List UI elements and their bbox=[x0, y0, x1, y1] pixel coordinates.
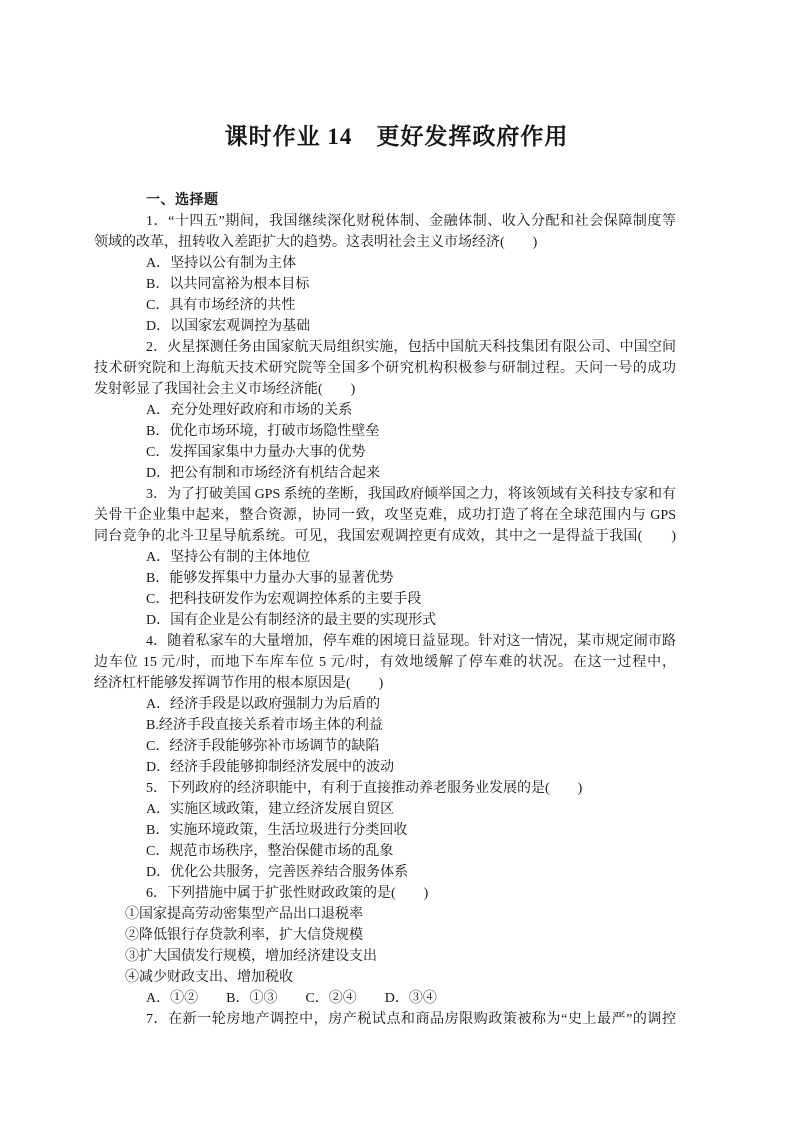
q2-stem-line3: 发射彰显了我国社会主义市场经济能( ) bbox=[94, 382, 356, 397]
q3-stem-line3: 同台竞争的北斗卫星导航系统。可见，我国宏观调控更有成效，其中之一是得益于我国( ) bbox=[94, 529, 676, 544]
q4-option-c: C．经济手段能够弥补市场调节的缺陷 bbox=[146, 739, 380, 754]
q6-item-3: ③扩大国债发行规模，增加经济建设支出 bbox=[125, 949, 377, 964]
q6-answer-choices: A．①② B．①③ C．②④ D．③④ bbox=[146, 991, 437, 1006]
q2-stem-line1: 2．火星探测任务由国家航天局组织实施，包括中国航天科技集团有限公司、中国空间 bbox=[146, 340, 676, 355]
q6-item-4: ④减少财政支出、增加税收 bbox=[125, 970, 293, 985]
q5-option-b: B．实施环境政策，生活垃圾进行分类回收 bbox=[146, 823, 408, 838]
q3-stem-line1: 3．为了打破美国 GPS 系统的垄断，我国政府倾举国之力，将该领域有关科技专家和有 bbox=[146, 487, 676, 502]
q5-option-d: D．优化公共服务，完善医养结合服务体系 bbox=[146, 865, 409, 880]
q3-option-b: B．能够发挥集中力量办大事的显著优势 bbox=[146, 571, 394, 586]
q4-stem-line2: 边车位 15 元/时，而地下车库车位 5 元/时，有效地缓解了停车难的状况。在这一过程中， bbox=[94, 655, 676, 670]
q2-option-d: D．把公有制和市场经济有机结合起来 bbox=[146, 466, 381, 481]
q6-item-1: ①国家提高劳动密集型产品出口退税率 bbox=[125, 907, 363, 922]
page-title: 课时作业 14 更好发挥政府作用 bbox=[224, 124, 569, 149]
q3-option-c: C．把科技研发作为宏观调控体系的主要手段 bbox=[146, 592, 422, 607]
q6-stem: 6．下列措施中属于扩张性财政政策的是( ) bbox=[146, 886, 429, 901]
q1-option-c: C．具有市场经济的共性 bbox=[146, 298, 296, 313]
q2-stem-line2: 技术研究院和上海航天技术研究院等全国多个研究机构积极参与研制过程。天问一号的成功 bbox=[94, 361, 676, 376]
q2-option-c: C．发挥国家集中力量办大事的优势 bbox=[146, 445, 366, 460]
q4-stem-line1: 4．随着私家车的大量增加，停车难的困境日益显现。针对这一情况，某市规定闹市路 bbox=[146, 634, 676, 649]
question-list bbox=[94, 190, 676, 1030]
q1-option-b: B．以共同富裕为根本目标 bbox=[146, 277, 310, 292]
q4-stem-line3: 经济杠杆能够发挥调节作用的根本原因是( ) bbox=[94, 676, 384, 691]
q2-option-a: A．充分处理好政府和市场的关系 bbox=[146, 403, 353, 418]
q4-option-d: D．经济手段能够抑制经济发展中的波动 bbox=[146, 760, 395, 775]
q2-option-b: B．优化市场环境，打破市场隐性壁垒 bbox=[146, 424, 380, 439]
q1-stem-line1: 1．“十四五”期间，我国继续深化财税体制、金融体制、收入分配和社会保障制度等 bbox=[146, 214, 676, 229]
q5-option-c: C．规范市场秩序，整治保健市场的乱象 bbox=[146, 844, 394, 859]
q1-option-d: D．以国家宏观调控为基础 bbox=[146, 319, 311, 334]
q5-stem: 5．下列政府的经济职能中，有利于直接推动养老服务业发展的是( ) bbox=[146, 781, 583, 796]
q4-option-b: B.经济手段直接关系着市场主体的利益 bbox=[146, 718, 383, 733]
q5-option-a: A．实施区域政策，建立经济发展自贸区 bbox=[146, 802, 395, 817]
q3-option-a: A．坚持公有制的主体地位 bbox=[146, 550, 311, 565]
q7-stem-line1: 7．在新一轮房地产调控中，房产税试点和商品房限购政策被称为“史上最严”的调控 bbox=[146, 1012, 676, 1027]
section-heading: 一、选择题 bbox=[146, 193, 219, 208]
q1-option-a: A．坚持以公有制为主体 bbox=[146, 256, 297, 271]
q3-option-d: D．国有企业是公有制经济的最主要的实现形式 bbox=[146, 613, 437, 628]
q3-stem-line2: 关骨干企业集中起来，整合资源，协同一致，攻坚克难，成功打造了将在全球范围内与 GPS bbox=[94, 508, 676, 523]
q1-stem-line2: 领域的改革，扭转收入差距扩大的趋势。这表明社会主义市场经济( ) bbox=[94, 235, 538, 250]
q6-item-2: ②降低银行存贷款利率，扩大信贷规模 bbox=[125, 928, 363, 943]
q4-option-a: A．经济手段是以政府强制力为后盾的 bbox=[146, 697, 381, 712]
